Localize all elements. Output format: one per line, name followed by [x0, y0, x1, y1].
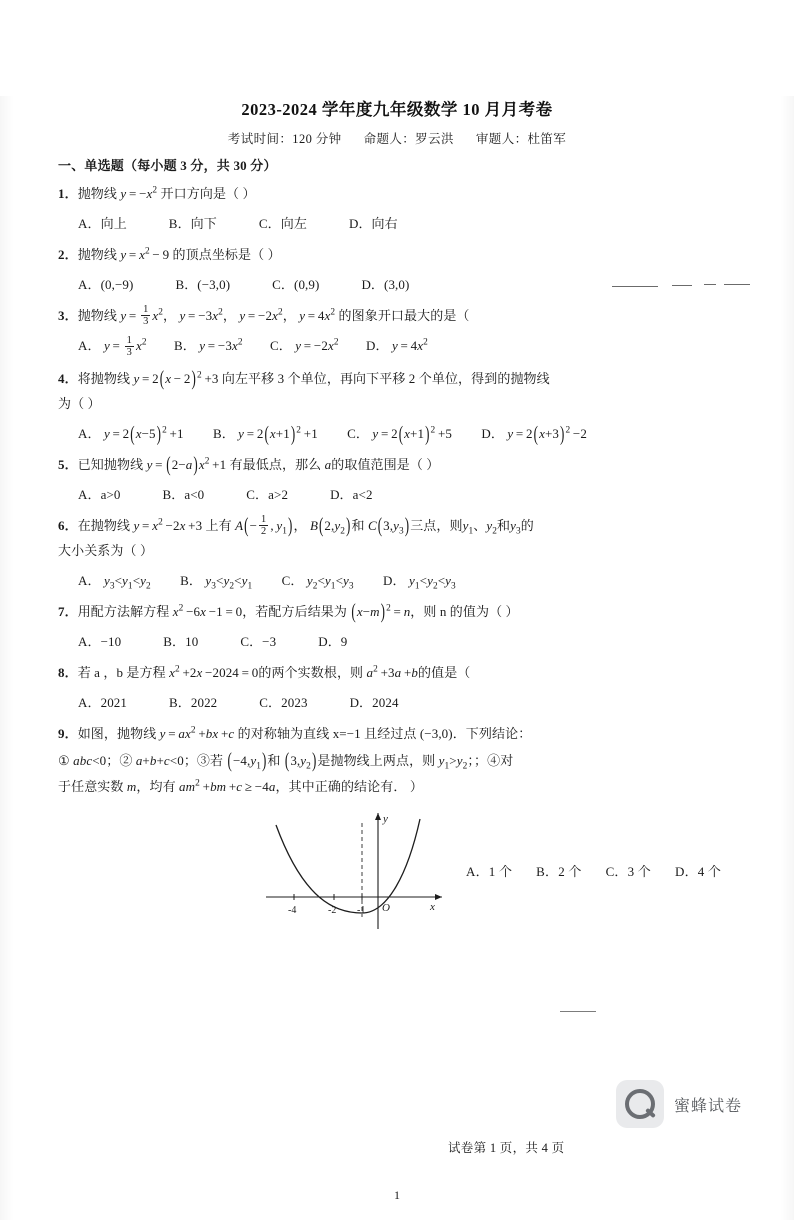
question-6-stem-c: 和: [351, 517, 365, 533]
option-7-b[interactable]: B．10: [163, 633, 199, 649]
question-5: 5．已知抛物线 $y = (2-a)x^2 +1$ 有最低点，那么 a的取值范围是（ ）: [58, 451, 440, 476]
option-6-b[interactable]: B． $y_3<y_2<y_1$: [180, 573, 253, 592]
option-2-b[interactable]: B．(−3,0): [175, 276, 231, 292]
question-5-number: 5．: [58, 456, 78, 472]
option-1-c[interactable]: C．向左: [258, 215, 307, 231]
handwritten-dash: [560, 1011, 596, 1012]
question-9-line3: 于任意实数 m，均有 $am^2 +bm +c \ge -4a$，其中正确的结论有． ）: [58, 779, 423, 795]
option-3-c[interactable]: C． $y = -2x^2$: [269, 338, 339, 354]
option-9-a[interactable]: A．1 个: [466, 864, 513, 880]
question-9-stem-a: 如图，抛物线: [77, 725, 157, 741]
option-8-c[interactable]: C．2023: [259, 694, 308, 710]
option-6-c[interactable]: C． $y_2<y_1<y_3$: [281, 573, 354, 592]
x-axis-label: x: [430, 901, 435, 914]
exam-page: [0, 96, 794, 1220]
question-2-number: 2．: [58, 246, 78, 262]
question-7-number: 7．: [58, 604, 78, 620]
q9-mark-10: ）: [409, 779, 423, 795]
question-7-stem-b: ，若配方后结果为: [242, 604, 348, 620]
option-6-d[interactable]: D． $y_1<y_2<y_3$: [383, 573, 456, 592]
option-2-c[interactable]: C．(0,9): [272, 276, 320, 292]
question-5-stem-b: 有最低点，那么: [229, 456, 322, 472]
option-1-a[interactable]: A．向上: [78, 215, 127, 231]
question-6-stem-d: 三点，则: [410, 517, 463, 533]
page-number: 1: [394, 1188, 400, 1202]
y-axis-label: y: [383, 813, 388, 826]
question-4-stem-b: 向左平移 3 个单位，再向下平移 2 个单位，得到的抛物线: [221, 371, 550, 387]
question-2-stem-post: 的顶点坐标是（ ）: [172, 246, 281, 262]
option-5-a[interactable]: A．a>0: [78, 486, 121, 502]
option-5-b[interactable]: B．a<0: [162, 486, 205, 502]
question-6-line2: [58, 540, 736, 563]
q9-mark-8: ，均有: [136, 779, 176, 795]
page-title: 2023-2024 学年度九年级数学 10 月月考卷: [241, 100, 553, 119]
option-5-d[interactable]: D．a<2: [330, 486, 373, 502]
exam-reviewer: 审题人：杜笛军: [475, 132, 567, 146]
question-6: 6．在抛物线 $y = x^2 -2x +3$ 上有 A(− $\frac{1}{2}$ , $y_1$)， $B(2,y_2)$和 $C(3,y_3)$三点，则$y_1$、$y_2$和$y_3$的: [58, 512, 534, 538]
question-7-stem-c: ，则 n 的值为（ ）: [410, 604, 519, 620]
question-5-stem-a: 已知抛物线: [77, 456, 144, 472]
question-4: 4．将抛物线 $y = 2(x - 2)^2 +3$ 向左平移 3 个单位，再向下平移 2 个单位，得到的抛物线: [58, 366, 550, 391]
question-2: 2．抛物线 $y = x^2 - 9$ 的顶点坐标是（ ）: [58, 246, 281, 262]
option-3-a[interactable]: A． y = $\frac{1}{3}$ $x^2$: [78, 334, 147, 358]
option-8-b[interactable]: B．2022: [169, 694, 218, 710]
question-4-stem-c: 为（ ）: [58, 395, 101, 411]
q9-mark-7: 于任意实数: [58, 779, 124, 795]
question-9-line2: ① abc<0；② a+b+c<0；③若 $(-4,y_1)$和 $(3,y_2)$是抛物线上两点，则 $y_1>y_2$；；④对: [58, 747, 514, 772]
question-4-options: [58, 420, 736, 445]
exam-info-line: [58, 129, 736, 147]
option-9-c[interactable]: C．3 个: [605, 864, 651, 880]
question-7: 7．用配方法解方程 $x^2 -6x -1 = 0$，若配方后结果为 $(x-m)^2 = n$，则 n 的值为（ ）: [58, 599, 519, 624]
question-7-options: [58, 631, 736, 653]
question-9-number: 9．: [58, 725, 78, 741]
question-1-stem-post: 开口方向是（ ）: [160, 186, 256, 201]
question-3-number: 3．: [58, 307, 78, 323]
handwritten-marks: [612, 282, 752, 292]
origin-label: O: [382, 902, 390, 915]
question-6-options: [58, 570, 736, 592]
question-6-stem-b: 上有: [205, 517, 232, 533]
option-6-a[interactable]: A． $y_3<y_1<y_2$: [78, 573, 151, 592]
question-9-stem-b: 的对称轴为直线 x=−1 且经过点 (−3,0)．下列结论：: [237, 725, 532, 741]
option-3-d[interactable]: D． $y = 4x^2$: [365, 338, 428, 354]
option-3-b[interactable]: B． $y = -3x^2$: [173, 338, 243, 354]
question-6-stem-e: 的: [520, 517, 534, 533]
question-8-number: 8．: [58, 665, 78, 681]
question-8: 8．若 a ，b 是方程 $x^2 +2x -2024 = 0$的两个实数根，则 $a^2 +3a +b$的值是（: [58, 664, 471, 681]
question-3: 3．抛物线 y = $\frac{1}{3}$ $x^2$， $y = -3x^2$， $y = -2x^2$， $y = 4x^2$ 的图象开口最大的是（: [58, 303, 470, 328]
q9-mark-5: 是抛物线上两点，则: [317, 752, 436, 768]
option-2-d[interactable]: D．(3,0): [361, 276, 410, 292]
x-tick-minus2: -2: [328, 905, 337, 917]
q9-mark-2: ；②: [106, 752, 133, 768]
question-9-options: [466, 861, 721, 880]
question-3-options: [58, 335, 736, 359]
option-7-c[interactable]: C．−3: [240, 633, 277, 649]
question-6-stem-f: 大小关系为（ ）: [58, 543, 154, 559]
question-4-number: 4．: [58, 371, 78, 387]
question-3-stem-post: 的图象开口最大的是（: [338, 307, 470, 323]
magnifier-icon: [625, 1089, 655, 1119]
logo-badge: [616, 1080, 664, 1128]
q9-mark-4: 和: [267, 752, 281, 768]
question-1: 1．抛物线 $y = -x^2$ 开口方向是（ ）: [58, 185, 256, 201]
option-4-b[interactable]: B． $y = 2(x+1)^2 +1$: [212, 420, 318, 445]
question-6-number: 6．: [58, 517, 78, 533]
watermark-logo: [616, 1080, 742, 1128]
question-9: 9．如图，抛物线 $y = ax^2 +bx +c$ 的对称轴为直线 x=−1 且经过点 (−3,0)．下列结论：: [58, 725, 532, 741]
option-8-d[interactable]: D．2024: [349, 694, 399, 710]
question-5-stem-c: 的取值范围是（ ）: [331, 456, 440, 472]
option-1-d[interactable]: D．向右: [348, 215, 398, 231]
question-8-stem-b: 的两个实数根，则: [258, 665, 364, 681]
scan-edge-right: [780, 96, 794, 1220]
x-tick-minus1: -1: [357, 905, 366, 917]
page-footer-note: 试卷第 1 页，共 4 页: [448, 1141, 565, 1155]
q9-mark-1: ①: [58, 752, 70, 768]
question-5-options: [58, 484, 736, 506]
option-9-d[interactable]: D．4 个: [674, 864, 722, 880]
option-2-a[interactable]: A．(0,−9): [78, 276, 134, 292]
question-8-options: [58, 692, 736, 714]
watermark-label: 蜜蜂试卷: [674, 1097, 743, 1115]
option-1-b[interactable]: B．向下: [168, 215, 217, 231]
option-4-d[interactable]: D． $y = 2(x+3)^2 -2$: [481, 420, 587, 445]
q9-mark-9: ，其中正确的结论有．: [275, 779, 407, 795]
option-8-a[interactable]: A．2021: [78, 694, 127, 710]
exam-time: 考试时间：120 分钟: [227, 132, 342, 146]
question-7-stem-a: 用配方法解方程: [77, 604, 170, 620]
scan-edge-left: [0, 96, 14, 1220]
option-7-d[interactable]: D．9: [318, 633, 348, 649]
exam-author: 命题人：罗云洪: [363, 132, 454, 146]
option-5-c[interactable]: C．a>2: [246, 486, 289, 502]
q9-mark-3: ；③若: [183, 752, 224, 768]
q9-mark-6: ；④对: [474, 752, 514, 768]
x-tick-minus4: -4: [288, 905, 297, 917]
question-1-options: [58, 213, 736, 235]
parabola-graph: [258, 805, 448, 933]
option-4-a[interactable]: A． $y = 2(x-5)^2 +1$: [78, 420, 184, 445]
option-9-b[interactable]: B．2 个: [536, 864, 582, 880]
option-7-a[interactable]: A．−10: [78, 633, 122, 649]
question-1-stem-pre: 抛物线: [77, 186, 118, 201]
section-heading: 一、单选题（每小题 3 分，共 30 分）: [58, 158, 277, 173]
question-9-figure-area: [58, 805, 736, 933]
question-6-stem-a: 在抛物线: [77, 517, 131, 533]
question-8-stem-c: 的值是（: [418, 665, 471, 681]
question-1-number: 1．: [58, 186, 78, 201]
question-4-stem-a: 将抛物线: [77, 371, 131, 387]
option-4-c[interactable]: C． $y = 2(x+1)^2 +5$: [347, 420, 453, 445]
question-8-stem-a: 若 a ，b 是方程: [77, 665, 166, 681]
